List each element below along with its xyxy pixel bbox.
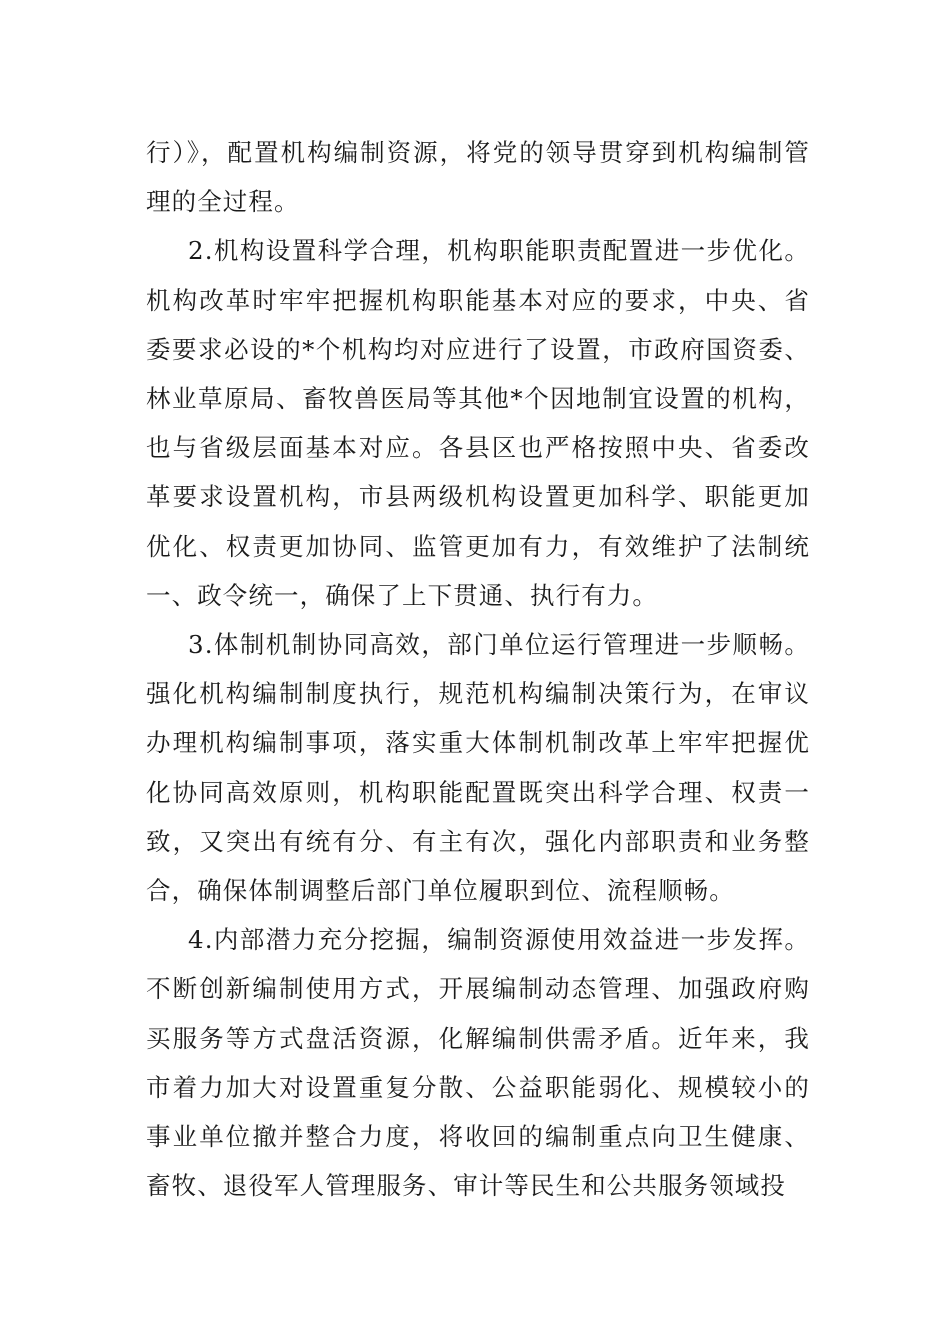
paragraph-point-4: 4.内部潜力充分挖掘，编制资源使用效益进一步发挥。不断创新编制使用方式，开展编制动态管理、加强政府购买服务等方式盘活资源，化解编制供需矛盾。近年来，我市着力加大对设置重复分散、公益职能弱化、规模较小的事业单位撤并整合力度，将收回的编制重点向卫生健康、畜牧、退役军人管理服务、审计等民生和公共服务领域投	[146, 925, 810, 1201]
paragraph-point-2: 2.机构设置科学合理，机构职能职责配置进一步优化。机构改革时牢牢把握机构职能基本对应的要求，中央、省委要求必设的*个机构均对应进行了设置，市政府国资委、林业草原局、畜牧兽医局等其他*个因地制宜设置的机构，也与省级层面基本对应。各县区也严格按照中央、省委改革要求设置机构，市县两级机构设置更加科学、职能更加优化、权责更加协同、监管更加有力，有效维护了法制统一、政令统一，确保了上下贯通、执行有力。	[146, 236, 810, 610]
document-body	[146, 128, 810, 1210]
paragraph-point-3: 3.体制机制协同高效，部门单位运行管理进一步顺畅。强化机构编制制度执行，规范机构编制决策行为，在审议办理机构编制事项，落实重大体制机制改革上牢牢把握优化协同高效原则，机构职能配置既突出科学合理、权责一致，又突出有统有分、有主有次，强化内部职责和业务整合，确保体制调整后部门单位履职到位、流程顺畅。	[146, 630, 810, 906]
paragraph-intro-tail: 行）》，配置机构编制资源，将党的领导贯穿到机构编制管理的全过程。	[146, 138, 810, 217]
